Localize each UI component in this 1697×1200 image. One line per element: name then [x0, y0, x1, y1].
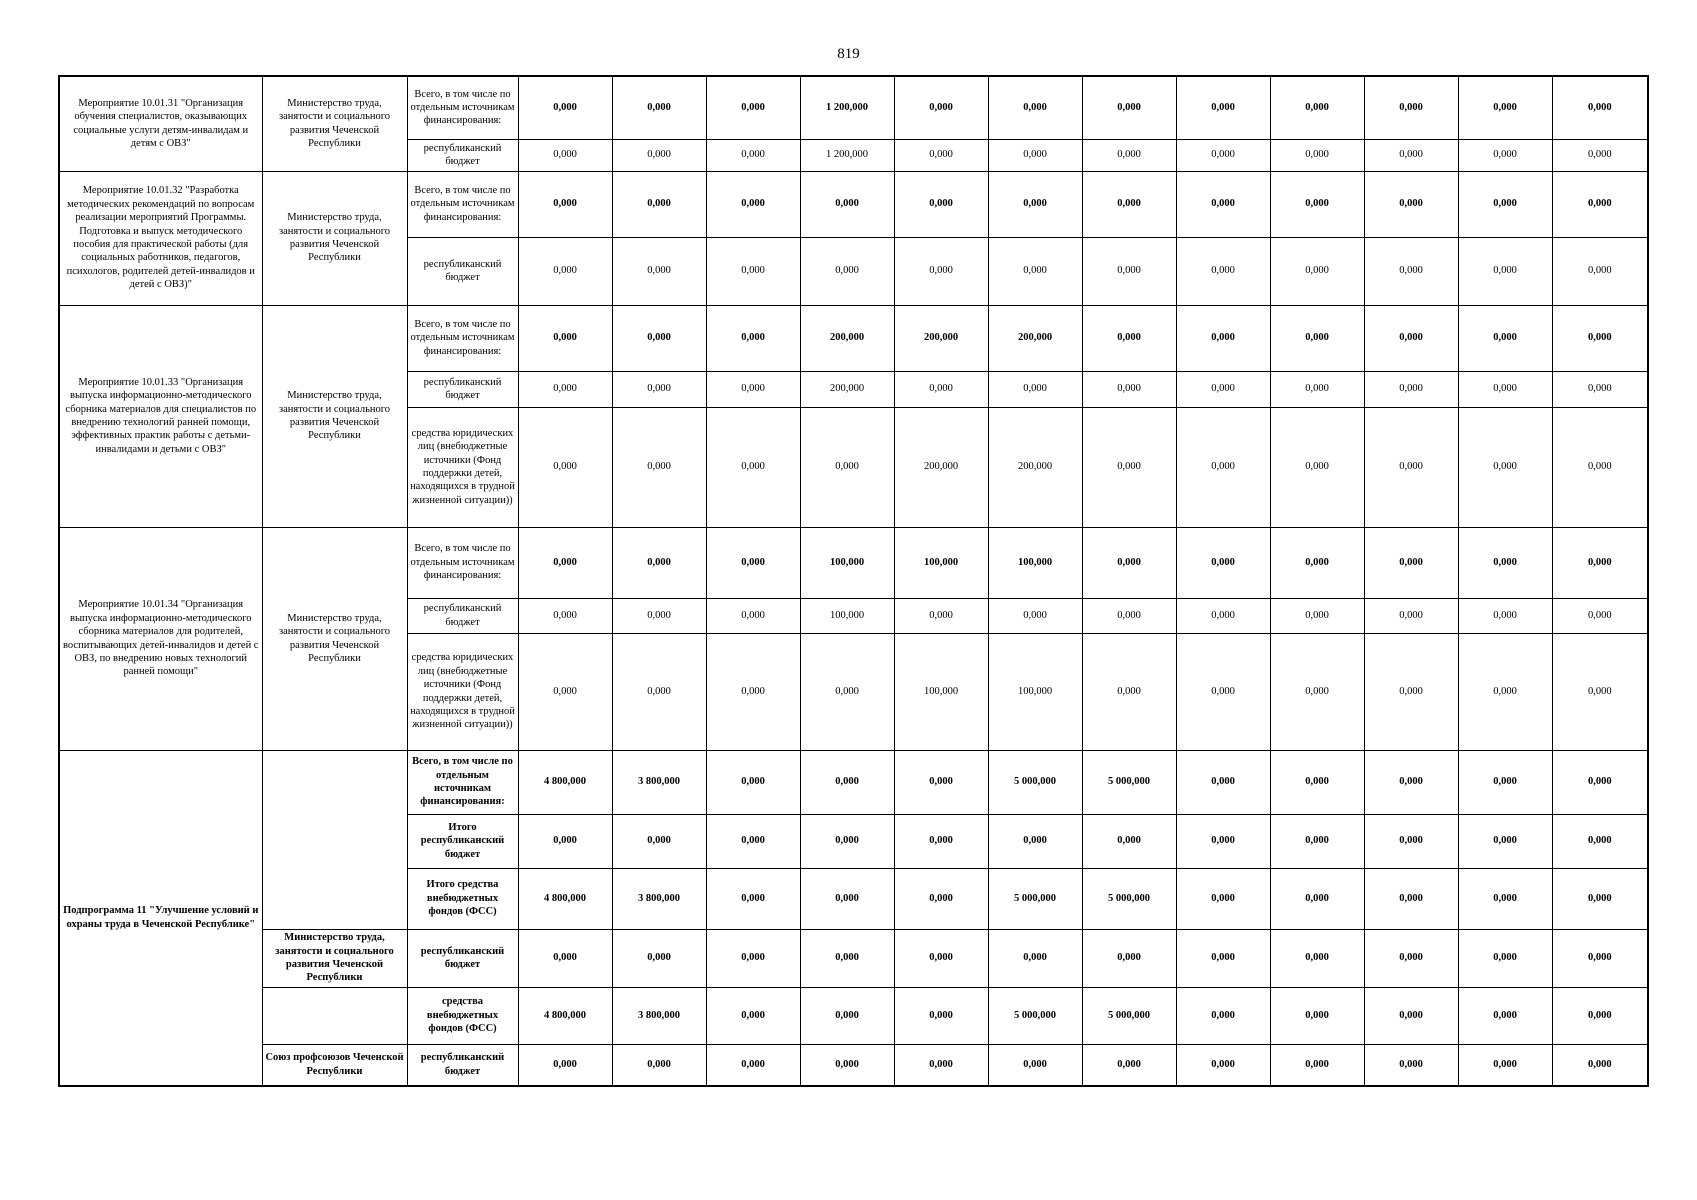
year-value-cell: 100,000 [894, 527, 988, 598]
executor-cell: Министерство труда, занятости и социального развития Чеченской Республики [262, 305, 407, 527]
year-value-cell: 0,000 [1364, 76, 1458, 139]
year-value-cell: 0,000 [1458, 527, 1552, 598]
year-value-cell: 0,000 [1458, 598, 1552, 633]
year-value-cell: 5 000,000 [988, 868, 1082, 929]
year-value-cell: 0,000 [1270, 76, 1364, 139]
year-value-cell: 100,000 [988, 527, 1082, 598]
year-value-cell: 200,000 [800, 371, 894, 407]
year-value-cell: 0,000 [612, 929, 706, 987]
year-value-cell: 0,000 [612, 1044, 706, 1086]
table-row [59, 750, 1648, 814]
year-value-cell: 0,000 [1082, 171, 1176, 237]
year-value-cell: 0,000 [1364, 1044, 1458, 1086]
year-value-cell: 0,000 [1552, 1044, 1648, 1086]
year-value-cell: 0,000 [1458, 929, 1552, 987]
year-value-cell: 0,000 [1270, 750, 1364, 814]
year-value-cell: 0,000 [1552, 987, 1648, 1044]
year-value-cell: 0,000 [1552, 237, 1648, 305]
funding-source-cell: республиканский бюджет [407, 598, 518, 633]
year-value-cell: 0,000 [988, 1044, 1082, 1086]
year-value-cell: 0,000 [518, 633, 612, 750]
activity-name-cell: Подпрограмма 11 "Улучшение условий и охраны труда в Чеченской Республике" [59, 750, 262, 1086]
year-value-cell: 0,000 [706, 598, 800, 633]
table-body [59, 76, 1648, 1086]
year-value-cell: 5 000,000 [988, 987, 1082, 1044]
year-value-cell: 3 800,000 [612, 987, 706, 1044]
year-value-cell: 0,000 [1364, 139, 1458, 171]
year-value-cell: 0,000 [612, 814, 706, 868]
year-value-cell: 0,000 [1458, 139, 1552, 171]
year-value-cell: 0,000 [612, 598, 706, 633]
funding-source-cell: Всего, в том числе по отдельным источникам финансирования: [407, 750, 518, 814]
year-value-cell: 0,000 [1082, 1044, 1176, 1086]
year-value-cell: 0,000 [518, 139, 612, 171]
year-value-cell: 200,000 [988, 407, 1082, 527]
year-value-cell: 0,000 [612, 633, 706, 750]
year-value-cell: 0,000 [706, 139, 800, 171]
year-value-cell: 0,000 [1270, 633, 1364, 750]
year-value-cell: 0,000 [1176, 929, 1270, 987]
year-value-cell: 0,000 [1364, 750, 1458, 814]
year-value-cell: 0,000 [1270, 1044, 1364, 1086]
year-value-cell: 0,000 [894, 598, 988, 633]
year-value-cell: 0,000 [894, 237, 988, 305]
year-value-cell: 200,000 [894, 305, 988, 371]
year-value-cell: 0,000 [1364, 371, 1458, 407]
year-value-cell: 0,000 [1364, 171, 1458, 237]
year-value-cell: 5 000,000 [988, 750, 1082, 814]
funding-source-cell: Всего, в том числе по отдельным источникам финансирования: [407, 527, 518, 598]
executor-cell: Министерство труда, занятости и социального развития Чеченской Республики [262, 171, 407, 305]
year-value-cell: 0,000 [1364, 598, 1458, 633]
table-row [59, 527, 1648, 598]
year-value-cell: 0,000 [894, 750, 988, 814]
year-value-cell: 0,000 [518, 371, 612, 407]
funding-source-cell: республиканский бюджет [407, 929, 518, 987]
year-value-cell: 0,000 [988, 598, 1082, 633]
year-value-cell: 0,000 [894, 929, 988, 987]
activity-name-cell: Мероприятие 10.01.33 "Организация выпуска информационно-методического сборника материалов для специалистов по внедрению технологий ранней помощи, эффективных практик работы с детьми-инвалидами и детьми с ОВЗ" [59, 305, 262, 527]
year-value-cell: 0,000 [988, 76, 1082, 139]
year-value-cell: 0,000 [1364, 929, 1458, 987]
year-value-cell: 0,000 [894, 1044, 988, 1086]
funding-source-cell: республиканский бюджет [407, 237, 518, 305]
year-value-cell: 0,000 [1458, 1044, 1552, 1086]
year-value-cell: 0,000 [1176, 598, 1270, 633]
year-value-cell: 0,000 [1176, 139, 1270, 171]
year-value-cell: 0,000 [1176, 750, 1270, 814]
year-value-cell: 0,000 [800, 407, 894, 527]
year-value-cell: 0,000 [612, 371, 706, 407]
year-value-cell: 0,000 [1176, 1044, 1270, 1086]
year-value-cell: 0,000 [1176, 371, 1270, 407]
year-value-cell: 0,000 [1082, 527, 1176, 598]
year-value-cell: 1 200,000 [800, 76, 894, 139]
year-value-cell: 0,000 [1552, 171, 1648, 237]
year-value-cell: 0,000 [988, 139, 1082, 171]
year-value-cell: 0,000 [706, 1044, 800, 1086]
year-value-cell: 0,000 [1176, 305, 1270, 371]
table-row [59, 1044, 1648, 1086]
year-value-cell: 0,000 [1364, 407, 1458, 527]
year-value-cell: 0,000 [1364, 237, 1458, 305]
year-value-cell: 0,000 [988, 171, 1082, 237]
year-value-cell: 0,000 [1270, 527, 1364, 598]
year-value-cell: 0,000 [800, 171, 894, 237]
year-value-cell: 0,000 [518, 929, 612, 987]
year-value-cell: 0,000 [1552, 868, 1648, 929]
year-value-cell: 0,000 [1552, 371, 1648, 407]
year-value-cell: 0,000 [1176, 987, 1270, 1044]
funding-source-cell: республиканский бюджет [407, 139, 518, 171]
year-value-cell: 0,000 [1082, 598, 1176, 633]
year-value-cell: 200,000 [800, 305, 894, 371]
year-value-cell: 0,000 [518, 814, 612, 868]
year-value-cell: 0,000 [1176, 814, 1270, 868]
year-value-cell: 100,000 [988, 633, 1082, 750]
funding-source-cell: средства юридических лиц (внебюджетные источники (Фонд поддержки детей, находящихся в трудной жизненной ситуации)) [407, 407, 518, 527]
year-value-cell: 0,000 [1458, 868, 1552, 929]
year-value-cell: 4 800,000 [518, 750, 612, 814]
year-value-cell: 0,000 [706, 527, 800, 598]
year-value-cell: 0,000 [1458, 171, 1552, 237]
year-value-cell: 0,000 [612, 237, 706, 305]
year-value-cell: 0,000 [1458, 814, 1552, 868]
page-number: 819 [837, 46, 860, 62]
year-value-cell: 100,000 [800, 598, 894, 633]
year-value-cell: 0,000 [612, 171, 706, 237]
year-value-cell: 0,000 [1176, 237, 1270, 305]
activity-name-cell: Мероприятие 10.01.32 "Разработка методических рекомендаций по вопросам реализации мероприятий Программы. Подготовка и выпуск методического пособия для практической работы (для социальных работников, педагогов, психологов, родителей детей-инвалидов и детей с ОВЗ)" [59, 171, 262, 305]
year-value-cell: 0,000 [1082, 76, 1176, 139]
year-value-cell: 3 800,000 [612, 750, 706, 814]
year-value-cell: 0,000 [518, 305, 612, 371]
year-value-cell: 0,000 [1458, 987, 1552, 1044]
year-value-cell: 0,000 [1082, 633, 1176, 750]
year-value-cell: 0,000 [988, 237, 1082, 305]
year-value-cell: 0,000 [1552, 407, 1648, 527]
year-value-cell: 0,000 [706, 371, 800, 407]
year-value-cell: 0,000 [1458, 371, 1552, 407]
funding-source-cell: средства юридических лиц (внебюджетные источники (Фонд поддержки детей, находящихся в трудной жизненной ситуации)) [407, 633, 518, 750]
year-value-cell: 0,000 [612, 305, 706, 371]
executor-cell: Министерство труда, занятости и социального развития Чеченской Республики [262, 929, 407, 987]
table-row [59, 987, 1648, 1044]
year-value-cell: 0,000 [1270, 814, 1364, 868]
year-value-cell: 0,000 [800, 929, 894, 987]
year-value-cell: 0,000 [894, 987, 988, 1044]
executor-cell [262, 750, 407, 929]
executor-cell: Министерство труда, занятости и социального развития Чеченской Республики [262, 527, 407, 750]
year-value-cell: 0,000 [518, 527, 612, 598]
year-value-cell: 0,000 [1270, 929, 1364, 987]
year-value-cell: 3 800,000 [612, 868, 706, 929]
activity-name-cell: Мероприятие 10.01.34 "Организация выпуска информационно-методического сборника материалов для родителей, воспитывающих детей-инвалидов и детей с ОВЗ, по внедрению новых технологий ранней помощи" [59, 527, 262, 750]
year-value-cell: 0,000 [1082, 814, 1176, 868]
year-value-cell: 0,000 [800, 814, 894, 868]
year-value-cell: 0,000 [894, 139, 988, 171]
year-value-cell: 0,000 [1270, 598, 1364, 633]
year-value-cell: 0,000 [894, 171, 988, 237]
year-value-cell: 0,000 [1458, 633, 1552, 750]
year-value-cell: 0,000 [1458, 76, 1552, 139]
activity-name-cell: Мероприятие 10.01.31 "Организация обучения специалистов, оказывающих социальные услуги детям-инвалидам и детям с ОВЗ" [59, 76, 262, 171]
year-value-cell: 0,000 [706, 633, 800, 750]
year-value-cell: 100,000 [894, 633, 988, 750]
year-value-cell: 0,000 [706, 929, 800, 987]
year-value-cell: 0,000 [1458, 237, 1552, 305]
year-value-cell: 0,000 [1270, 868, 1364, 929]
table-row [59, 305, 1648, 371]
funding-source-cell: республиканский бюджет [407, 1044, 518, 1086]
funding-source-cell: средства внебюджетных фондов (ФСС) [407, 987, 518, 1044]
year-value-cell: 0,000 [800, 987, 894, 1044]
year-value-cell: 0,000 [800, 1044, 894, 1086]
year-value-cell: 0,000 [1458, 750, 1552, 814]
year-value-cell: 0,000 [1458, 407, 1552, 527]
year-value-cell: 0,000 [988, 371, 1082, 407]
executor-cell: Союз профсоюзов Чеченской Республики [262, 1044, 407, 1086]
year-value-cell: 0,000 [1270, 371, 1364, 407]
year-value-cell: 5 000,000 [1082, 750, 1176, 814]
year-value-cell: 200,000 [894, 407, 988, 527]
funding-source-cell: республиканский бюджет [407, 371, 518, 407]
funding-source-cell: Всего, в том числе по отдельным источникам финансирования: [407, 171, 518, 237]
year-value-cell: 0,000 [612, 76, 706, 139]
year-value-cell: 0,000 [800, 237, 894, 305]
year-value-cell: 0,000 [706, 750, 800, 814]
executor-cell [262, 987, 407, 1044]
year-value-cell: 0,000 [988, 814, 1082, 868]
year-value-cell: 0,000 [1552, 814, 1648, 868]
year-value-cell: 0,000 [612, 407, 706, 527]
year-value-cell: 0,000 [1176, 527, 1270, 598]
year-value-cell: 0,000 [612, 527, 706, 598]
year-value-cell: 0,000 [1176, 76, 1270, 139]
year-value-cell: 0,000 [1552, 929, 1648, 987]
year-value-cell: 0,000 [518, 237, 612, 305]
year-value-cell: 0,000 [1552, 750, 1648, 814]
year-value-cell: 0,000 [1270, 171, 1364, 237]
year-value-cell: 0,000 [706, 171, 800, 237]
year-value-cell: 0,000 [1082, 139, 1176, 171]
year-value-cell: 0,000 [1270, 987, 1364, 1044]
year-value-cell: 0,000 [1082, 371, 1176, 407]
year-value-cell: 0,000 [706, 237, 800, 305]
year-value-cell: 0,000 [1270, 407, 1364, 527]
year-value-cell: 0,000 [706, 305, 800, 371]
year-value-cell: 0,000 [1364, 987, 1458, 1044]
year-value-cell: 0,000 [800, 868, 894, 929]
table-row [59, 929, 1648, 987]
budget-table [58, 75, 1649, 1087]
year-value-cell: 0,000 [1458, 305, 1552, 371]
year-value-cell: 0,000 [800, 750, 894, 814]
year-value-cell: 0,000 [1270, 139, 1364, 171]
year-value-cell: 0,000 [706, 987, 800, 1044]
year-value-cell: 0,000 [1176, 868, 1270, 929]
year-value-cell: 0,000 [894, 868, 988, 929]
funding-source-cell: Всего, в том числе по отдельным источникам финансирования: [407, 76, 518, 139]
year-value-cell: 0,000 [706, 814, 800, 868]
year-value-cell: 5 000,000 [1082, 868, 1176, 929]
year-value-cell: 0,000 [1552, 633, 1648, 750]
table-row [59, 76, 1648, 139]
year-value-cell: 0,000 [1176, 633, 1270, 750]
year-value-cell: 0,000 [1176, 407, 1270, 527]
year-value-cell: 0,000 [1176, 171, 1270, 237]
year-value-cell: 0,000 [1364, 814, 1458, 868]
year-value-cell: 0,000 [894, 814, 988, 868]
year-value-cell: 0,000 [1552, 598, 1648, 633]
year-value-cell: 0,000 [1552, 305, 1648, 371]
year-value-cell: 0,000 [1270, 237, 1364, 305]
year-value-cell: 0,000 [988, 929, 1082, 987]
year-value-cell: 0,000 [706, 407, 800, 527]
year-value-cell: 0,000 [518, 1044, 612, 1086]
funding-source-cell: Итого средства внебюджетных фондов (ФСС) [407, 868, 518, 929]
funding-source-cell: Всего, в том числе по отдельным источникам финансирования: [407, 305, 518, 371]
year-value-cell: 0,000 [518, 171, 612, 237]
year-value-cell: 0,000 [706, 76, 800, 139]
year-value-cell: 0,000 [1552, 139, 1648, 171]
table-row [59, 171, 1648, 237]
year-value-cell: 0,000 [1364, 305, 1458, 371]
year-value-cell: 0,000 [1552, 76, 1648, 139]
year-value-cell: 0,000 [706, 868, 800, 929]
year-value-cell: 0,000 [894, 76, 988, 139]
year-value-cell: 0,000 [1552, 527, 1648, 598]
year-value-cell: 0,000 [518, 76, 612, 139]
year-value-cell: 0,000 [612, 139, 706, 171]
year-value-cell: 5 000,000 [1082, 987, 1176, 1044]
executor-cell: Министерство труда, занятости и социального развития Чеченской Республики [262, 76, 407, 171]
year-value-cell: 0,000 [1270, 305, 1364, 371]
year-value-cell: 200,000 [988, 305, 1082, 371]
year-value-cell: 0,000 [1082, 237, 1176, 305]
funding-source-cell: Итого республиканский бюджет [407, 814, 518, 868]
year-value-cell: 0,000 [1364, 633, 1458, 750]
year-value-cell: 0,000 [1082, 407, 1176, 527]
year-value-cell: 0,000 [800, 633, 894, 750]
year-value-cell: 0,000 [1364, 868, 1458, 929]
year-value-cell: 0,000 [1082, 929, 1176, 987]
year-value-cell: 0,000 [894, 371, 988, 407]
year-value-cell: 0,000 [1082, 305, 1176, 371]
year-value-cell: 0,000 [1364, 527, 1458, 598]
year-value-cell: 100,000 [800, 527, 894, 598]
year-value-cell: 4 800,000 [518, 987, 612, 1044]
year-value-cell: 0,000 [518, 407, 612, 527]
year-value-cell: 4 800,000 [518, 868, 612, 929]
year-value-cell: 0,000 [518, 598, 612, 633]
year-value-cell: 1 200,000 [800, 139, 894, 171]
